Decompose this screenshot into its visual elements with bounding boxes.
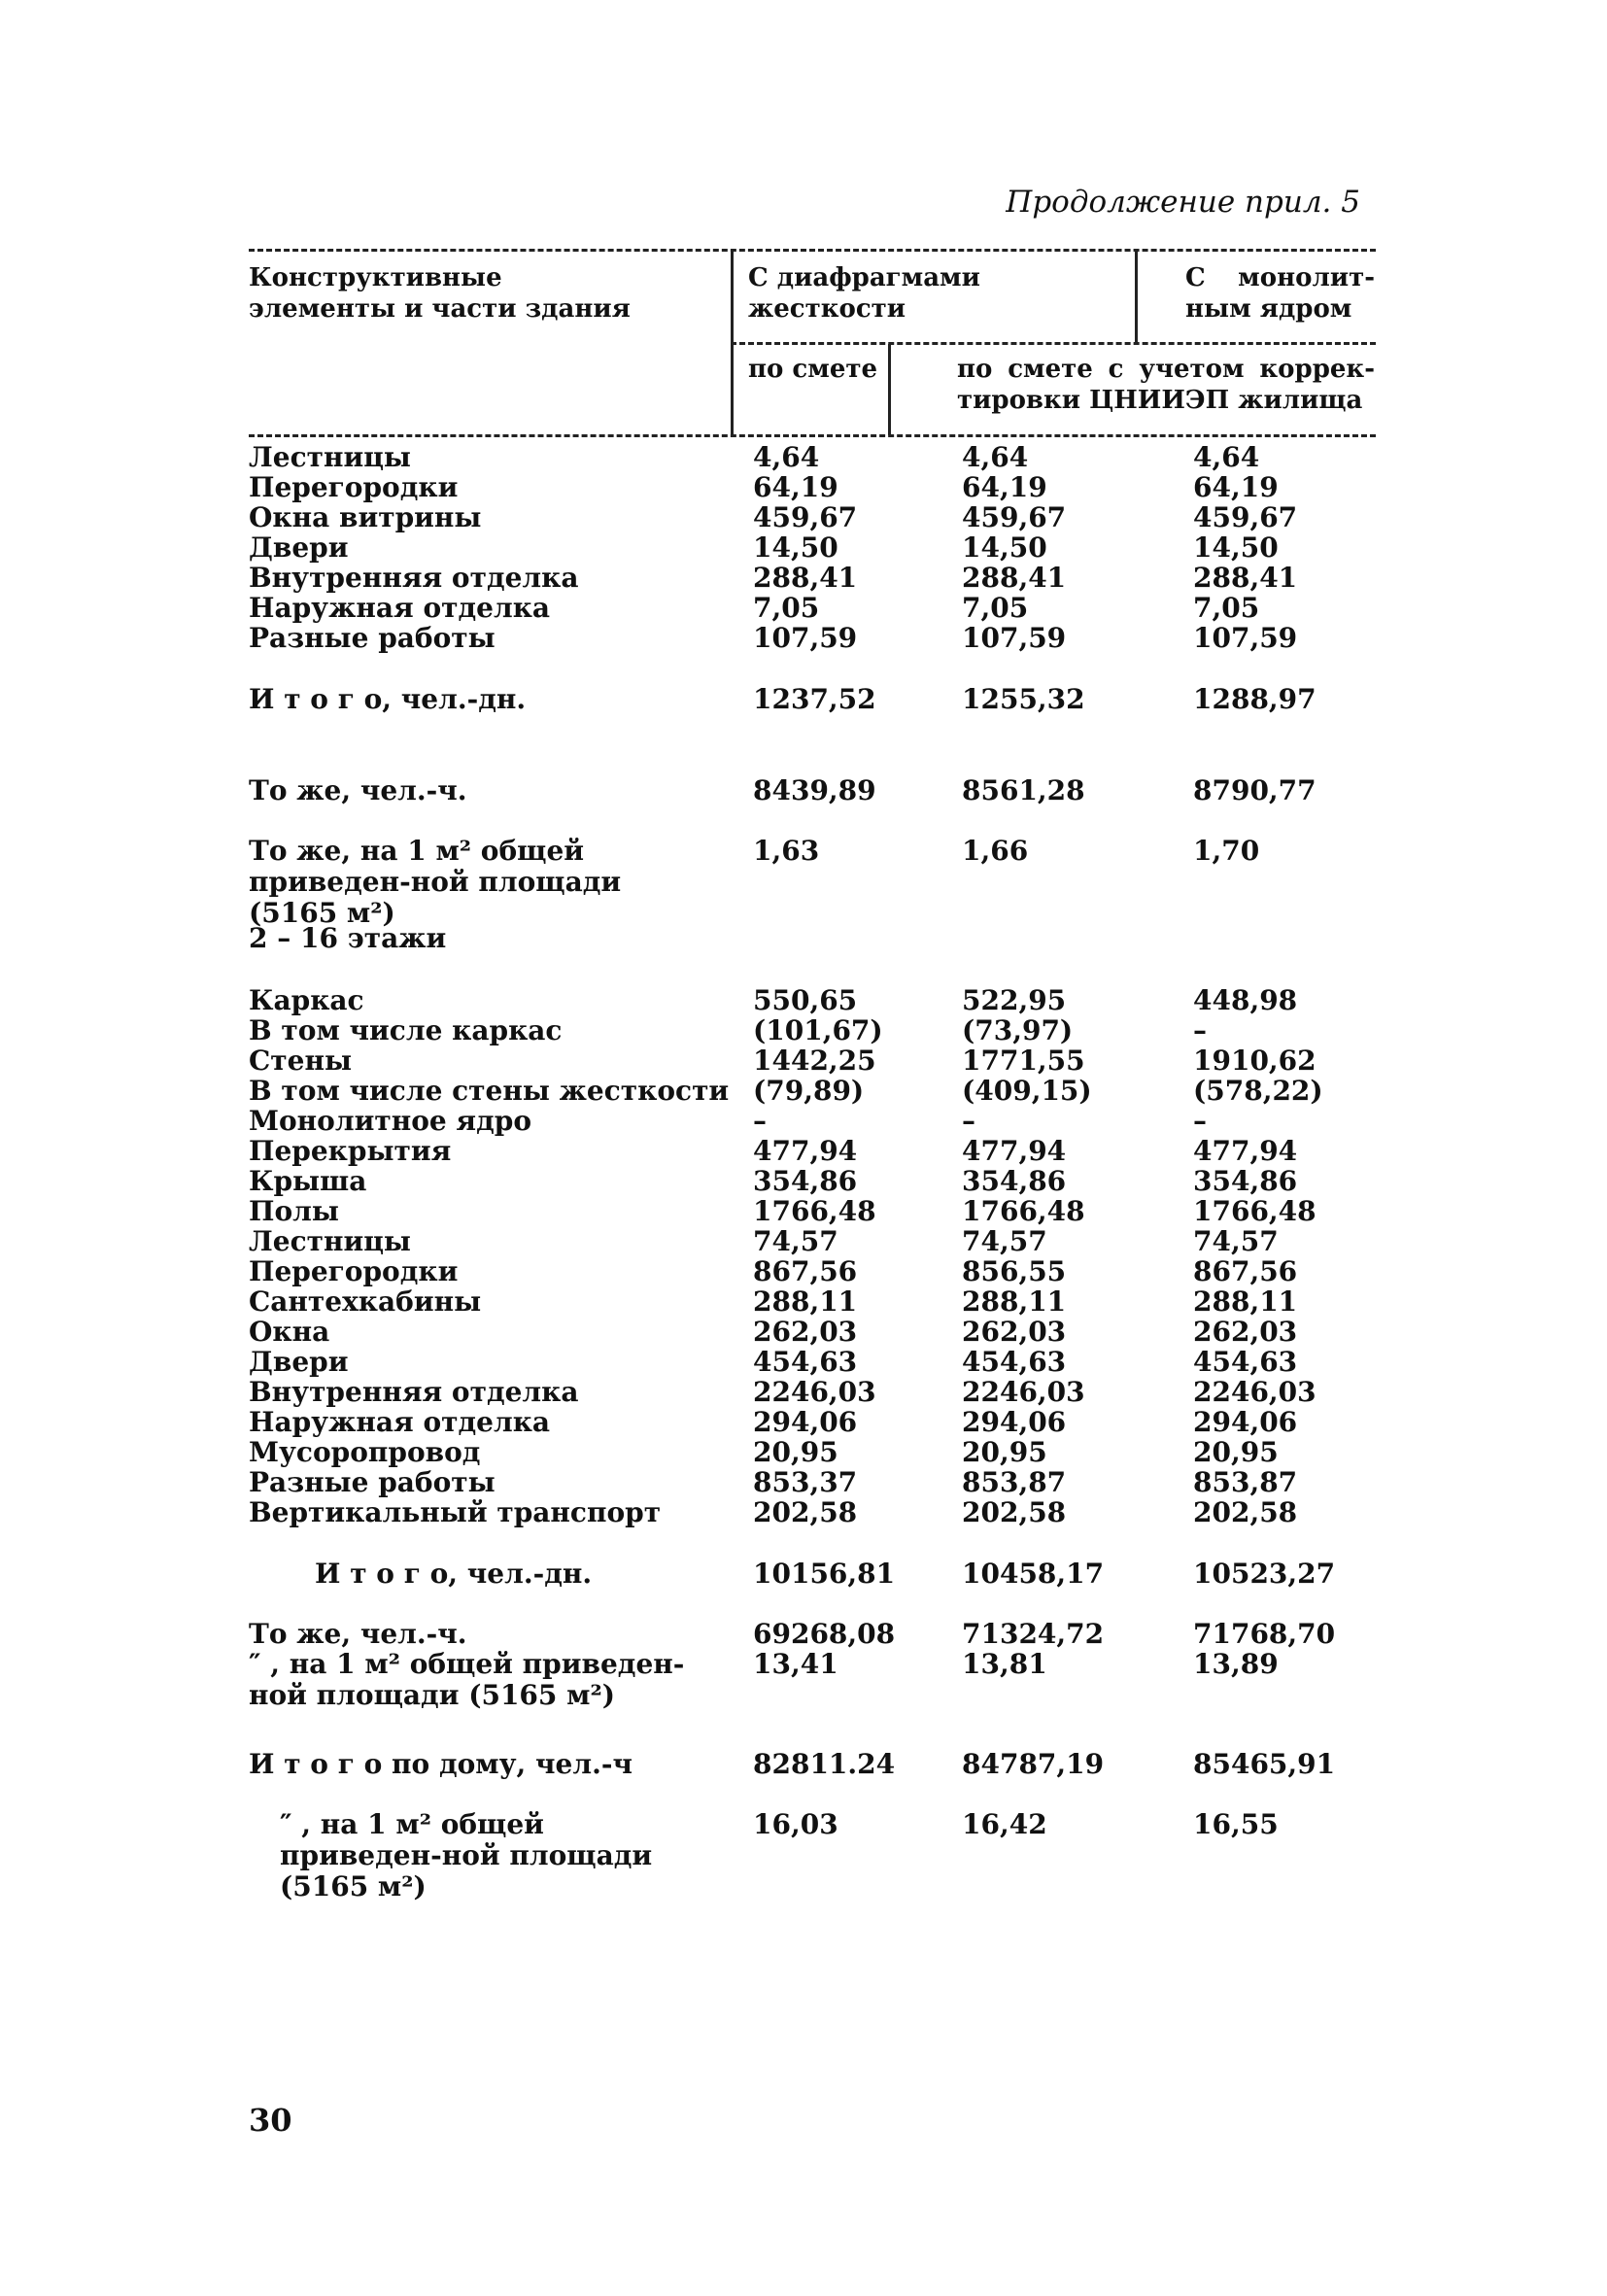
value-monolith: 14,50 (1193, 531, 1279, 564)
row-label: Окна (249, 1316, 330, 1348)
value-estimate: 294,06 (753, 1406, 858, 1438)
value-estimate: 1766,48 (753, 1195, 876, 1227)
header-label: Конструктивные элементы и части здания (249, 263, 631, 324)
value-monolith: 8790,77 (1193, 774, 1316, 806)
value-estimate: 1442,25 (753, 1045, 876, 1077)
header-sub-estimate: по смете (748, 355, 878, 384)
value-corrected: 64,19 (962, 471, 1047, 503)
value-estimate: 288,41 (753, 562, 858, 594)
value-monolith: 74,57 (1193, 1225, 1279, 1257)
value-monolith: 64,19 (1193, 471, 1279, 503)
value-corrected: 459,67 (962, 501, 1067, 533)
row-label: Монолитное ядро (249, 1105, 532, 1137)
value-estimate: 354,86 (753, 1165, 858, 1197)
section-title: 2 – 16 этажи (249, 922, 447, 954)
value-monolith: 20,95 (1193, 1436, 1279, 1468)
value-corrected: 1766,48 (962, 1195, 1085, 1227)
value-estimate: 69268,08 (753, 1618, 896, 1650)
value-monolith: (578,22) (1193, 1075, 1323, 1107)
value-estimate: 16,03 (753, 1808, 838, 1840)
value-monolith: 202,58 (1193, 1496, 1298, 1528)
value-corrected: (409,15) (962, 1075, 1092, 1107)
value-estimate: 82811.24 (753, 1748, 896, 1780)
row-label: Перекрытия (249, 1135, 452, 1167)
row-label: То же, чел.-ч. (249, 1618, 467, 1650)
header-middle-rule (731, 342, 1376, 345)
value-corrected: 74,57 (962, 1225, 1047, 1257)
value-monolith: 354,86 (1193, 1165, 1298, 1197)
value-monolith: 13,89 (1193, 1648, 1279, 1680)
row-label: То же, на 1 м² общей приведен-ной площади (5165 м²) (249, 835, 622, 929)
value-monolith: 262,03 (1193, 1316, 1298, 1348)
value-corrected: 8561,28 (962, 774, 1085, 806)
value-estimate: 2246,03 (753, 1376, 876, 1408)
value-corrected: 477,94 (962, 1135, 1067, 1167)
row-label: Разные работы (249, 1466, 496, 1498)
row-label: Вертикальный транспорт (249, 1496, 662, 1528)
header-bottom-rule (249, 434, 1376, 437)
value-corrected: 522,95 (962, 984, 1067, 1016)
value-monolith: 288,11 (1193, 1285, 1298, 1318)
row-label: Наружная отделка (249, 592, 551, 624)
value-corrected: (73,97) (962, 1014, 1074, 1046)
row-label: В том числе стены жесткости (249, 1075, 730, 1107)
value-corrected: 354,86 (962, 1165, 1067, 1197)
value-corrected: 71324,72 (962, 1618, 1105, 1650)
value-corrected: 2246,03 (962, 1376, 1085, 1408)
value-monolith: 4,64 (1193, 441, 1260, 473)
value-corrected: 856,55 (962, 1255, 1067, 1287)
row-label: И т о г о по дому, чел.-ч (249, 1748, 633, 1780)
value-monolith: 7,05 (1193, 592, 1260, 624)
value-estimate: 459,67 (753, 501, 858, 533)
value-estimate: 10156,81 (753, 1558, 896, 1590)
value-corrected: 4,64 (962, 441, 1029, 473)
row-label: Каркас (249, 984, 364, 1016)
value-estimate: 13,41 (753, 1648, 838, 1680)
row-label: Разные работы (249, 622, 496, 654)
value-monolith: 107,59 (1193, 622, 1298, 654)
value-estimate: 14,50 (753, 531, 838, 564)
value-monolith: 1910,62 (1193, 1045, 1316, 1077)
value-monolith: 448,98 (1193, 984, 1298, 1016)
row-label: Внутренняя отделка (249, 562, 579, 594)
value-corrected: 84787,19 (962, 1748, 1105, 1780)
row-label: Перегородки (249, 1255, 459, 1287)
value-estimate: (79,89) (753, 1075, 865, 1107)
value-estimate: 454,63 (753, 1346, 858, 1378)
row-label: Перегородки (249, 471, 459, 503)
row-label: Лестницы (249, 1225, 411, 1257)
value-corrected: 10458,17 (962, 1558, 1105, 1590)
value-estimate: 4,64 (753, 441, 820, 473)
value-corrected: 454,63 (962, 1346, 1067, 1378)
header-sub-corrected: по смете с учетом коррек-тировки ЦНИИЭП жилища (957, 355, 1375, 415)
value-estimate: 262,03 (753, 1316, 858, 1348)
page-header: Продолжение прил. 5 (1006, 185, 1360, 220)
value-estimate: 1,63 (753, 835, 820, 867)
value-estimate: 202,58 (753, 1496, 858, 1528)
value-monolith: 1766,48 (1193, 1195, 1316, 1227)
value-monolith: 2246,03 (1193, 1376, 1316, 1408)
value-estimate: 107,59 (753, 622, 858, 654)
value-monolith: – (1193, 1105, 1207, 1137)
row-label: Двери (249, 1346, 349, 1378)
header-divider-1 (731, 251, 734, 435)
row-label: Сантехкабины (249, 1285, 482, 1318)
value-corrected: 288,41 (962, 562, 1067, 594)
row-label: ″ , на 1 м² общей приведен-ной площади (5165 м²) (280, 1808, 653, 1902)
value-estimate: 74,57 (753, 1225, 838, 1257)
value-monolith: 454,63 (1193, 1346, 1298, 1378)
value-estimate: 20,95 (753, 1436, 838, 1468)
value-monolith: 288,41 (1193, 562, 1298, 594)
value-monolith: 867,56 (1193, 1255, 1298, 1287)
row-label: Полы (249, 1195, 339, 1227)
value-estimate: 7,05 (753, 592, 820, 624)
row-label: В том числе каркас (249, 1014, 563, 1046)
value-corrected: 262,03 (962, 1316, 1067, 1348)
row-label: И т о г о, чел.-дн. (315, 1558, 593, 1590)
page-number: 30 (249, 2102, 292, 2139)
value-corrected: 1255,32 (962, 683, 1085, 715)
value-corrected: 1,66 (962, 835, 1029, 867)
row-label: Стены (249, 1045, 353, 1077)
value-corrected: 7,05 (962, 592, 1029, 624)
row-label: Лестницы (249, 441, 411, 473)
value-estimate: 288,11 (753, 1285, 858, 1318)
value-corrected: 16,42 (962, 1808, 1047, 1840)
row-label: Двери (249, 531, 349, 564)
row-label: Внутренняя отделка (249, 1376, 579, 1408)
value-monolith: 71768,70 (1193, 1618, 1336, 1650)
value-estimate: 8439,89 (753, 774, 876, 806)
row-label: И т о г о, чел.-дн. (249, 683, 527, 715)
row-label: Окна витрины (249, 501, 482, 533)
value-monolith: 294,06 (1193, 1406, 1298, 1438)
value-estimate: 550,65 (753, 984, 858, 1016)
value-monolith: 10523,27 (1193, 1558, 1336, 1590)
value-corrected: 107,59 (962, 622, 1067, 654)
value-monolith: 1288,97 (1193, 683, 1316, 715)
header-divider-3 (888, 344, 891, 435)
value-monolith: – (1193, 1014, 1207, 1046)
header-group-diaphragms: С диафрагмами жесткости (748, 263, 980, 324)
value-corrected: 13,81 (962, 1648, 1047, 1680)
row-label: Наружная отделка (249, 1406, 551, 1438)
value-corrected: 294,06 (962, 1406, 1067, 1438)
value-corrected: 1771,55 (962, 1045, 1085, 1077)
value-corrected: – (962, 1105, 975, 1137)
row-label: То же, чел.-ч. (249, 774, 467, 806)
value-monolith: 853,87 (1193, 1466, 1298, 1498)
value-corrected: 853,87 (962, 1466, 1067, 1498)
value-estimate: 64,19 (753, 471, 838, 503)
value-corrected: 202,58 (962, 1496, 1067, 1528)
value-estimate: 477,94 (753, 1135, 858, 1167)
value-monolith: 1,70 (1193, 835, 1260, 867)
value-monolith: 477,94 (1193, 1135, 1298, 1167)
value-corrected: 20,95 (962, 1436, 1047, 1468)
value-monolith: 85465,91 (1193, 1748, 1336, 1780)
value-corrected: 14,50 (962, 531, 1047, 564)
value-estimate: – (753, 1105, 767, 1137)
value-corrected: 288,11 (962, 1285, 1067, 1318)
header-top-rule (249, 249, 1376, 252)
value-monolith: 459,67 (1193, 501, 1298, 533)
value-estimate: (101,67) (753, 1014, 883, 1046)
row-label: Мусоропровод (249, 1436, 481, 1468)
value-monolith: 16,55 (1193, 1808, 1279, 1840)
value-estimate: 853,37 (753, 1466, 858, 1498)
header-group-monolith: С монолит-ным ядром (1185, 263, 1375, 324)
value-estimate: 867,56 (753, 1255, 858, 1287)
row-label: Крыша (249, 1165, 367, 1197)
row-label: ″ , на 1 м² общей приведен-ной площади (5165 м²) (249, 1648, 685, 1711)
value-estimate: 1237,52 (753, 683, 876, 715)
